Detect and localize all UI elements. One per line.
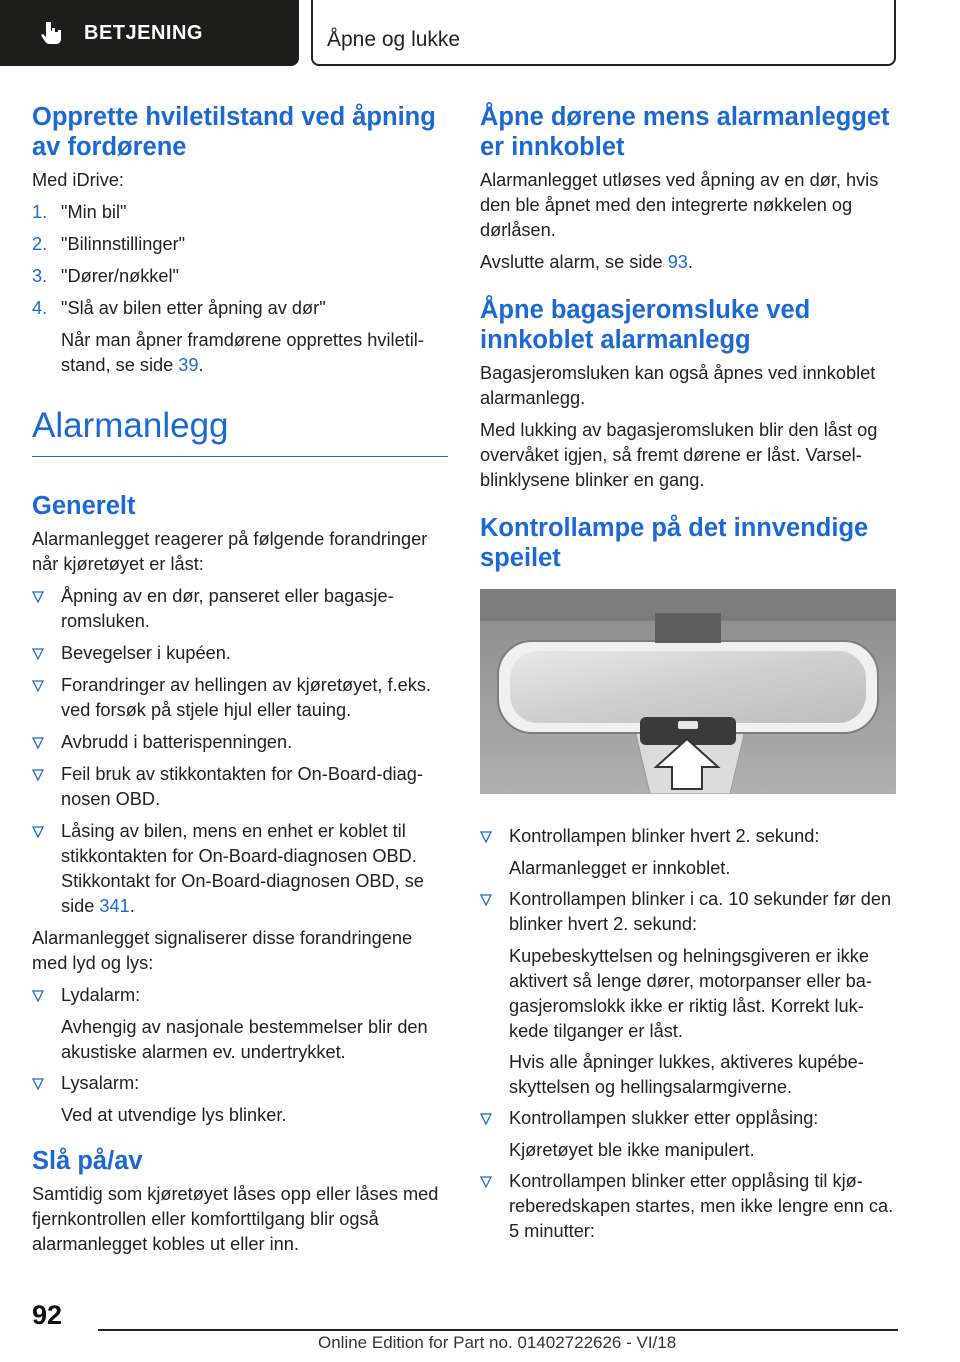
signal-list-2 bbox=[32, 1071, 448, 1096]
list-item: Kontrollampen blinker i ca. 10 sekunder før den blinker hvert 2. sekund: bbox=[480, 887, 896, 937]
list-item: Avbrudd i batterispenningen. bbox=[32, 730, 448, 755]
step-number: 2. bbox=[32, 234, 48, 254]
touch-hand-icon bbox=[40, 20, 64, 46]
step-text: "Bilinnstillinger" bbox=[61, 234, 186, 254]
trunk-text-1: Bagasjeromsluken kan også åpnes ved innkoblet alarmanlegg. bbox=[480, 363, 876, 408]
page-link[interactable]: 341 bbox=[99, 896, 130, 916]
bullet-triangle-icon bbox=[32, 648, 44, 660]
signal-list bbox=[32, 983, 448, 1008]
list-item bbox=[32, 232, 448, 257]
list-item bbox=[32, 200, 448, 225]
bullet-triangle-icon bbox=[32, 990, 44, 1002]
page-link[interactable]: 39 bbox=[178, 355, 199, 375]
light-text: Ved at utvendige lys blinker. bbox=[61, 1105, 287, 1125]
general-intro: Alarmanlegget reagerer på følgende forandringer når kjøretøyet er låst: bbox=[32, 529, 428, 574]
bullet-triangle-icon bbox=[32, 826, 44, 838]
on-off-text: Samtidig som kjøretøyet låses opp eller låses med fjernkontrollen eller komforttilgang blir også alarmanlegget kobles ut eller inn. bbox=[32, 1184, 439, 1254]
page-number: 92 bbox=[32, 1300, 63, 1330]
bullet-triangle-icon bbox=[32, 1078, 44, 1090]
list-item: Forandringer av hellingen av kjøretøyet, f.eks. ved forsøk på stjele hjul eller tauing. bbox=[32, 673, 448, 723]
list-item: Kontrollampen blinker hvert 2. sekund: bbox=[480, 824, 896, 849]
bullet-triangle-icon bbox=[480, 894, 492, 906]
lamp-list-4 bbox=[480, 1169, 896, 1244]
lamp-list bbox=[480, 824, 896, 849]
rest-intro: Med iDrive: bbox=[32, 170, 124, 190]
heading-general: Generelt bbox=[32, 492, 136, 520]
section-tab bbox=[0, 0, 299, 66]
chapter-title: Åpne og lukke bbox=[327, 28, 461, 51]
left-column bbox=[32, 100, 448, 1264]
section-tab-label: BETJENING bbox=[84, 21, 203, 44]
list-item: Feil bruk av stikkontakten for On-Board-diag-nosen OBD. bbox=[32, 762, 448, 812]
list-item: Åpning av en dør, panseret eller bagasje-romsluken. bbox=[32, 584, 448, 634]
page-link[interactable]: 93 bbox=[667, 252, 688, 272]
doors-text: Alarmanlegget utløses ved åpning av en dør, hvis den ble åpnet med den integrerte nøkkelen og dørlåsen. bbox=[480, 170, 879, 240]
bullet-triangle-icon bbox=[32, 680, 44, 692]
bullet-triangle-icon bbox=[32, 769, 44, 781]
footer-divider bbox=[98, 1329, 898, 1331]
bullet-triangle-icon bbox=[480, 1176, 492, 1188]
rest-note: Når man åpner framdørene opprettes hviletil-stand, se side 39. bbox=[61, 330, 424, 375]
lamp-list-3 bbox=[480, 1106, 896, 1131]
step-text: "Dører/nøkkel" bbox=[61, 266, 180, 286]
bullet-triangle-icon bbox=[480, 1113, 492, 1125]
bullet-triangle-icon bbox=[32, 591, 44, 603]
step-number: 4. bbox=[32, 298, 48, 318]
heading-on-off: Slå på/av bbox=[32, 1147, 143, 1175]
lamp-sub-text: Kupebeskyttelsen og helningsgiveren er ikke aktivert så lenge dører, motorpanser eller ba-gasjeromslokk ikke er riktig låst. Korrekt luk-kede tilganger er låst. bbox=[509, 946, 872, 1041]
list-item: Kontrollampen slukker etter opplåsing: bbox=[480, 1106, 896, 1131]
heading-control-lamp: Kontrollampe på det innvendige speilet bbox=[480, 514, 869, 572]
list-item: Bevegelser i kupéen. bbox=[32, 641, 448, 666]
list-item: Låsing av bilen, mens en enhet er koblet til stikkontakten for On-Board-diagnosen OBD. Stikkontakt for On-Board-diagnosen OBD, se side 341. bbox=[32, 819, 448, 919]
step-number: 1. bbox=[32, 202, 48, 222]
heading-rest-mode: Opprette hviletilstand ved åpning av fordørene bbox=[32, 103, 436, 161]
list-item: Lydalarm: bbox=[32, 983, 448, 1008]
lamp-sub-text: Kjøretøyet ble ikke manipulert. bbox=[509, 1140, 755, 1160]
signal-intro: Alarmanlegget signaliserer disse forandringene med lyd og lys: bbox=[32, 928, 413, 973]
chapter-tab bbox=[311, 0, 896, 66]
interior-mirror-illustration bbox=[480, 589, 896, 794]
step-number: 3. bbox=[32, 266, 48, 286]
page-header bbox=[0, 0, 960, 68]
edition-note: Online Edition for Part no. 01402722626 - VI/18 bbox=[318, 1333, 677, 1352]
trunk-text-2: Med lukking av bagasjeromsluken blir den låst og overvåket igjen, så fremt dørene er låst. Varsel-blinklysene blinker en gang. bbox=[480, 420, 878, 490]
step-text: "Slå av bilen etter åpning av dør" bbox=[61, 298, 326, 318]
sound-text: Avhengig av nasjonale bestemmelser blir den akustiske alarmen ev. undertrykket. bbox=[61, 1017, 428, 1062]
list-item bbox=[32, 296, 448, 321]
bullet-triangle-icon bbox=[480, 831, 492, 843]
lamp-sub-text: Alarmanlegget er innkoblet. bbox=[509, 858, 731, 878]
bullet-triangle-icon bbox=[32, 737, 44, 749]
general-list bbox=[32, 584, 448, 919]
list-item: Kontrollampen blinker etter opplåsing til kjø-reberedskapen startes, men ikke lengre enn ca. 5 minutter: bbox=[480, 1169, 896, 1244]
rest-steps-list bbox=[32, 200, 448, 321]
lamp-sub-text: Hvis alle åpninger lukkes, aktiveres kupébe-skyttelsen og hellingsalarmgiverne. bbox=[509, 1052, 864, 1097]
list-item bbox=[32, 264, 448, 289]
lamp-list-2 bbox=[480, 887, 896, 937]
doors-end: Avslutte alarm, se side 93. bbox=[480, 252, 693, 272]
right-column bbox=[480, 100, 896, 1251]
heading-open-doors: Åpne dørene mens alarmanlegget er innkoblet bbox=[480, 103, 890, 161]
list-item: Lysalarm: bbox=[32, 1071, 448, 1096]
heading-open-trunk: Åpne bagasjeromsluke ved innkoblet alarmanlegg bbox=[480, 296, 811, 354]
heading-alarm-system: Alarmanlegg bbox=[32, 406, 448, 457]
step-text: "Min bil" bbox=[61, 202, 127, 222]
